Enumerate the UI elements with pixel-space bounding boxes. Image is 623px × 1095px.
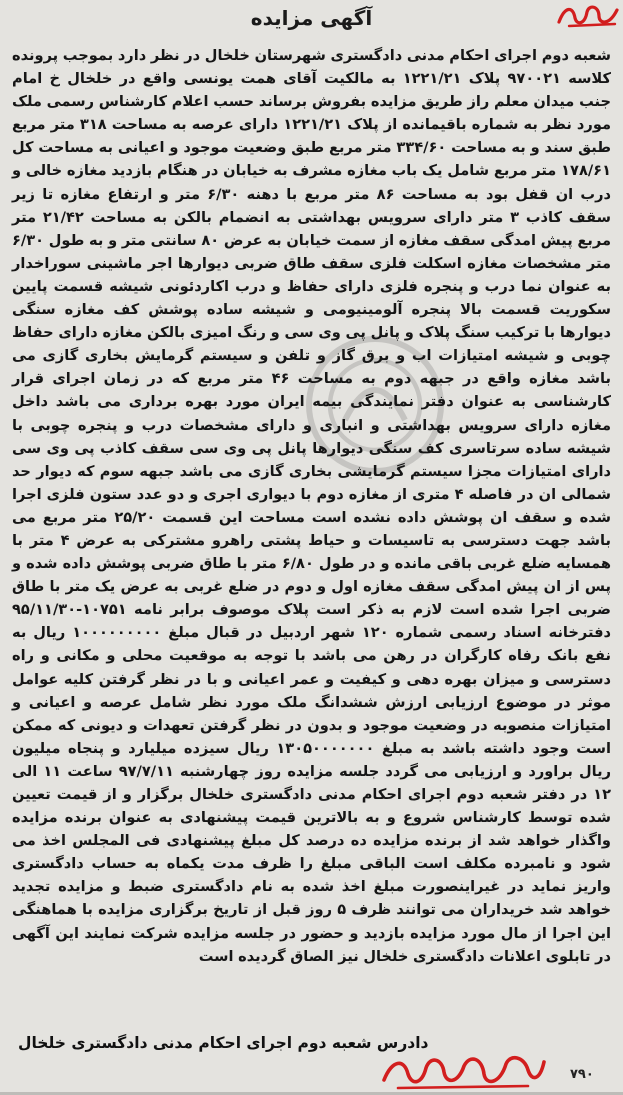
handwritten-mark-bottom: [378, 1050, 548, 1092]
page-number: ۷۹۰: [570, 1067, 594, 1082]
notice-body: شعبه دوم اجرای احکام مدنی دادگستری شهرستان خلخال در نظر دارد بموجب پرونده کلاسه ۹۷۰۰۲۱ پلاک ۱۲۲۱/۲۱ به مالکیت آقای همت یونسی واقع در خلخال خ امام جنب میدان معلم راز طریق مزایده بفروش برساند حسب اعلام کارشناس رسمی ملک مورد نظر به شماره باقیمانده از پلاک ۱۲۲۱/۲۱ دارای عرصه به مساحت ۳۱۸ متر مربع طبق سند و به مساحت ۳۳۴/۶۰ متر مربع طبق وضعیت موجود و اعیانی به مساحت کل ۱۷۸/۶۱ متر مربع شامل یک باب مغازه مشرف به خیابان در هنگام بازدید مغازه خالی و درب ان قفل بود به مساحت ۸۶ متر مربع با دهنه ۶/۳۰ متر و ارتفاع مغازه تا زیر سقف کاذب ۳ متر دارای سرویس بهداشتی به انضمام بالکن به مساحت ۲۱/۴۲ متر مربع پیش امدگی سقف مغازه از سمت خیابان به عرض ۸۰ سانتی متر و به طول ۶/۳۰ متر مشخصات مغازه اسکلت فلزی سقف طاق ضربی دیوارها اجر ماشینی سوراخدار به عنوان نما درب و پنجره فلزی دارای حفاظ و درب اکاردئونی شیشه قسمت پایین سکوریت قسمت بالا پنجره آلومینیومی و شیشه ساده پوشش کف مغازه سنگی دیوارها با ترکیب سنگ پلاک و پانل پی وی سی و رنگ امیزی بالکن مغازه دارای حفاظ چوبی و شیشه امتیازات اب و برق گاز و تلفن و سیستم گرمایش بخاری گازی می باشد مغازه واقع در جبهه دوم به مساحت ۴۶ متر مربع که در زمان اجرای قرار کارشناسی به عنوان دفتر نمایندگی بیمه ایران مورد بهره برداری می باشد داخل مغازه دارای سرویس بهداشتی و انباری و دارای مشخصات درب و پنجره چوبی با شیشه ساده سرتاسری کف سنگی دیوارها پانل پی وی سی سقف کاذب پی وی سی دارای امتیازات مجزا سیستم گرمایشی بخاری گازی می باشد جبهه سوم که دیوار حد شمالی ان در فاصله ۴ متری از مغازه دوم با دیواری اجری و دو عدد ستون فلزی اجرا شده و سقف ان پوشش داده نشده است مساحت این قسمت ۲۵/۲۰ متر مربع می باشد جهت دسترسی به تاسیسات و حیاط پشتی راهرو مشترکی به عرض ۴ متر با همسایه ضلع غربی باقی مانده و در طول ۶/۸۰ متر با طاق ضربی پوشش داده شده و پس از ان پیش امدگی سقف مغازه اول و دوم در ضلع غربی به عرض یک متر با طاق ضربی اجرا شده است لازم به ذکر است پلاک موصوف برابر نامه ۱۰۷۵۱-۹۵/۱۱/۳۰ دفترخانه اسناد رسمی شماره ۱۲۰ شهر اردبیل در قبال مبلغ ۱۰۰۰۰۰۰۰۰۰ ریال به نفع بانک رفاه کارگران در رهن می باشد با توجه به موقعیت محلی و مکانی و راه دسترسی و میزان بهره دهی و کیفیت و عمر اعیانی و با در نظر گرفتن کلیه عوامل موثر در موضوع ارزیابی ارزش ششدانگ ملک مورد نظر شامل عرصه و اعیانی و امتیازات منصوبه در وضعیت موجود و بدون در نظر گرفتن تعهدات و دیونی که ممکن است وجود داشته باشد به مبلغ ۱۳۰۵۰۰۰۰۰۰۰ ریال سیزده میلیارد و پنجاه میلیون ریال براورد و ارزیابی می گردد جلسه مزایده روز چهارشنبه ۹۷/۷/۱۱ ساعت ۱۱ الی ۱۲ در دفتر شعبه دوم اجرای احکام مدنی دادگستری خلخال برگزار و از قیمت تعیین شده توسط کارشناس شروع و به بالاترین قیمت پیشنهادی به عنوان برنده مزایده واگذار خواهد شد از برنده مزایده ده درصد کل مبلغ پیشنهادی فی المجلس اخذ می شود و نامبرده مکلف است الباقی مبلغ را ظرف مدت یکماه به حساب دادگستری واریز نماید در غیراینصورت مبلغ اخذ شده به نام دادگستری ضبط و مزایده تجدید خواهد شد خریداران می توانند ظرف ۵ روز قبل از تاریخ برگزاری مزایده با هماهنگی این اجرا از مال مورد مزایده بازدید و حضور در جلسه مزایده شرکت نمایند این آگهی در تابلوی اعلانات دادگستری خلخال نیز الصاق گردیده است: [12, 47, 612, 965]
notice-signature: [0, 1034, 610, 1052]
signature-text: دادرس شعبه دوم اجرای احکام مدنی دادگستری خلخال: [18, 1034, 429, 1052]
notice-title: آگهی مزایده: [250, 6, 373, 30]
